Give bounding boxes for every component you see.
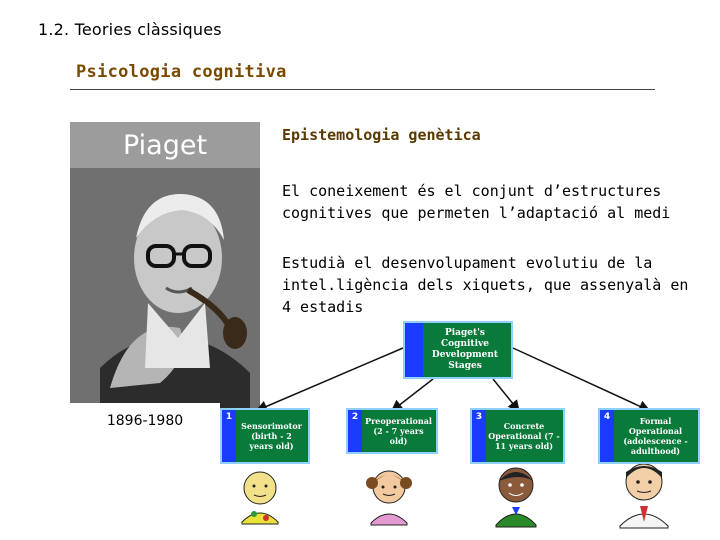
- stage-label-3: Concrete Operational (7 - 11 years old): [488, 421, 560, 451]
- stage-box-2: [346, 408, 438, 454]
- stage-label-4: Formal Operational (adolescence - adulthood): [623, 416, 688, 456]
- diagram-root-label: Piaget's Cognitive Development Stages: [431, 328, 499, 371]
- title-divider: [70, 89, 655, 90]
- content-paragraph-2: Estudià el desenvolupament evolutiu de la intel.ligència dels xiquets, que assenyalà en 4 estadis: [282, 254, 689, 316]
- stage-number-3: 3: [472, 410, 486, 462]
- child-1-illustration: [242, 472, 278, 524]
- section-title: 1.2. Teories clàssiques: [38, 20, 222, 39]
- content-paragraph-1: El coneixement és el conjunt d’estructures cognitives que permeten l’adaptació al medi: [282, 182, 671, 222]
- years-label: 1896-1980: [70, 403, 220, 438]
- stage-number-1: 1: [222, 410, 236, 462]
- person-name-box: Piaget: [70, 122, 260, 168]
- stages-diagram: [218, 318, 718, 540]
- stage-box-3: [470, 408, 565, 464]
- content-heading: Epistemologia genètica: [282, 126, 481, 144]
- stage-label-2: Preoperational (2 - 7 years old): [365, 416, 432, 446]
- child-2-illustration: [366, 471, 412, 525]
- stage-label-1: Sensorimotor (birth - 2 years old): [241, 421, 302, 451]
- child-4-illustration: [620, 464, 668, 528]
- slide-title: Psicologia cognitiva: [76, 62, 287, 82]
- stage-number-2: 2: [348, 410, 362, 452]
- diagram-root-box: [403, 321, 513, 379]
- child-3-illustration: [496, 468, 536, 527]
- stage-number-4: 4: [600, 410, 614, 462]
- stage-box-4: [598, 408, 700, 464]
- stage-box-1: [220, 408, 310, 464]
